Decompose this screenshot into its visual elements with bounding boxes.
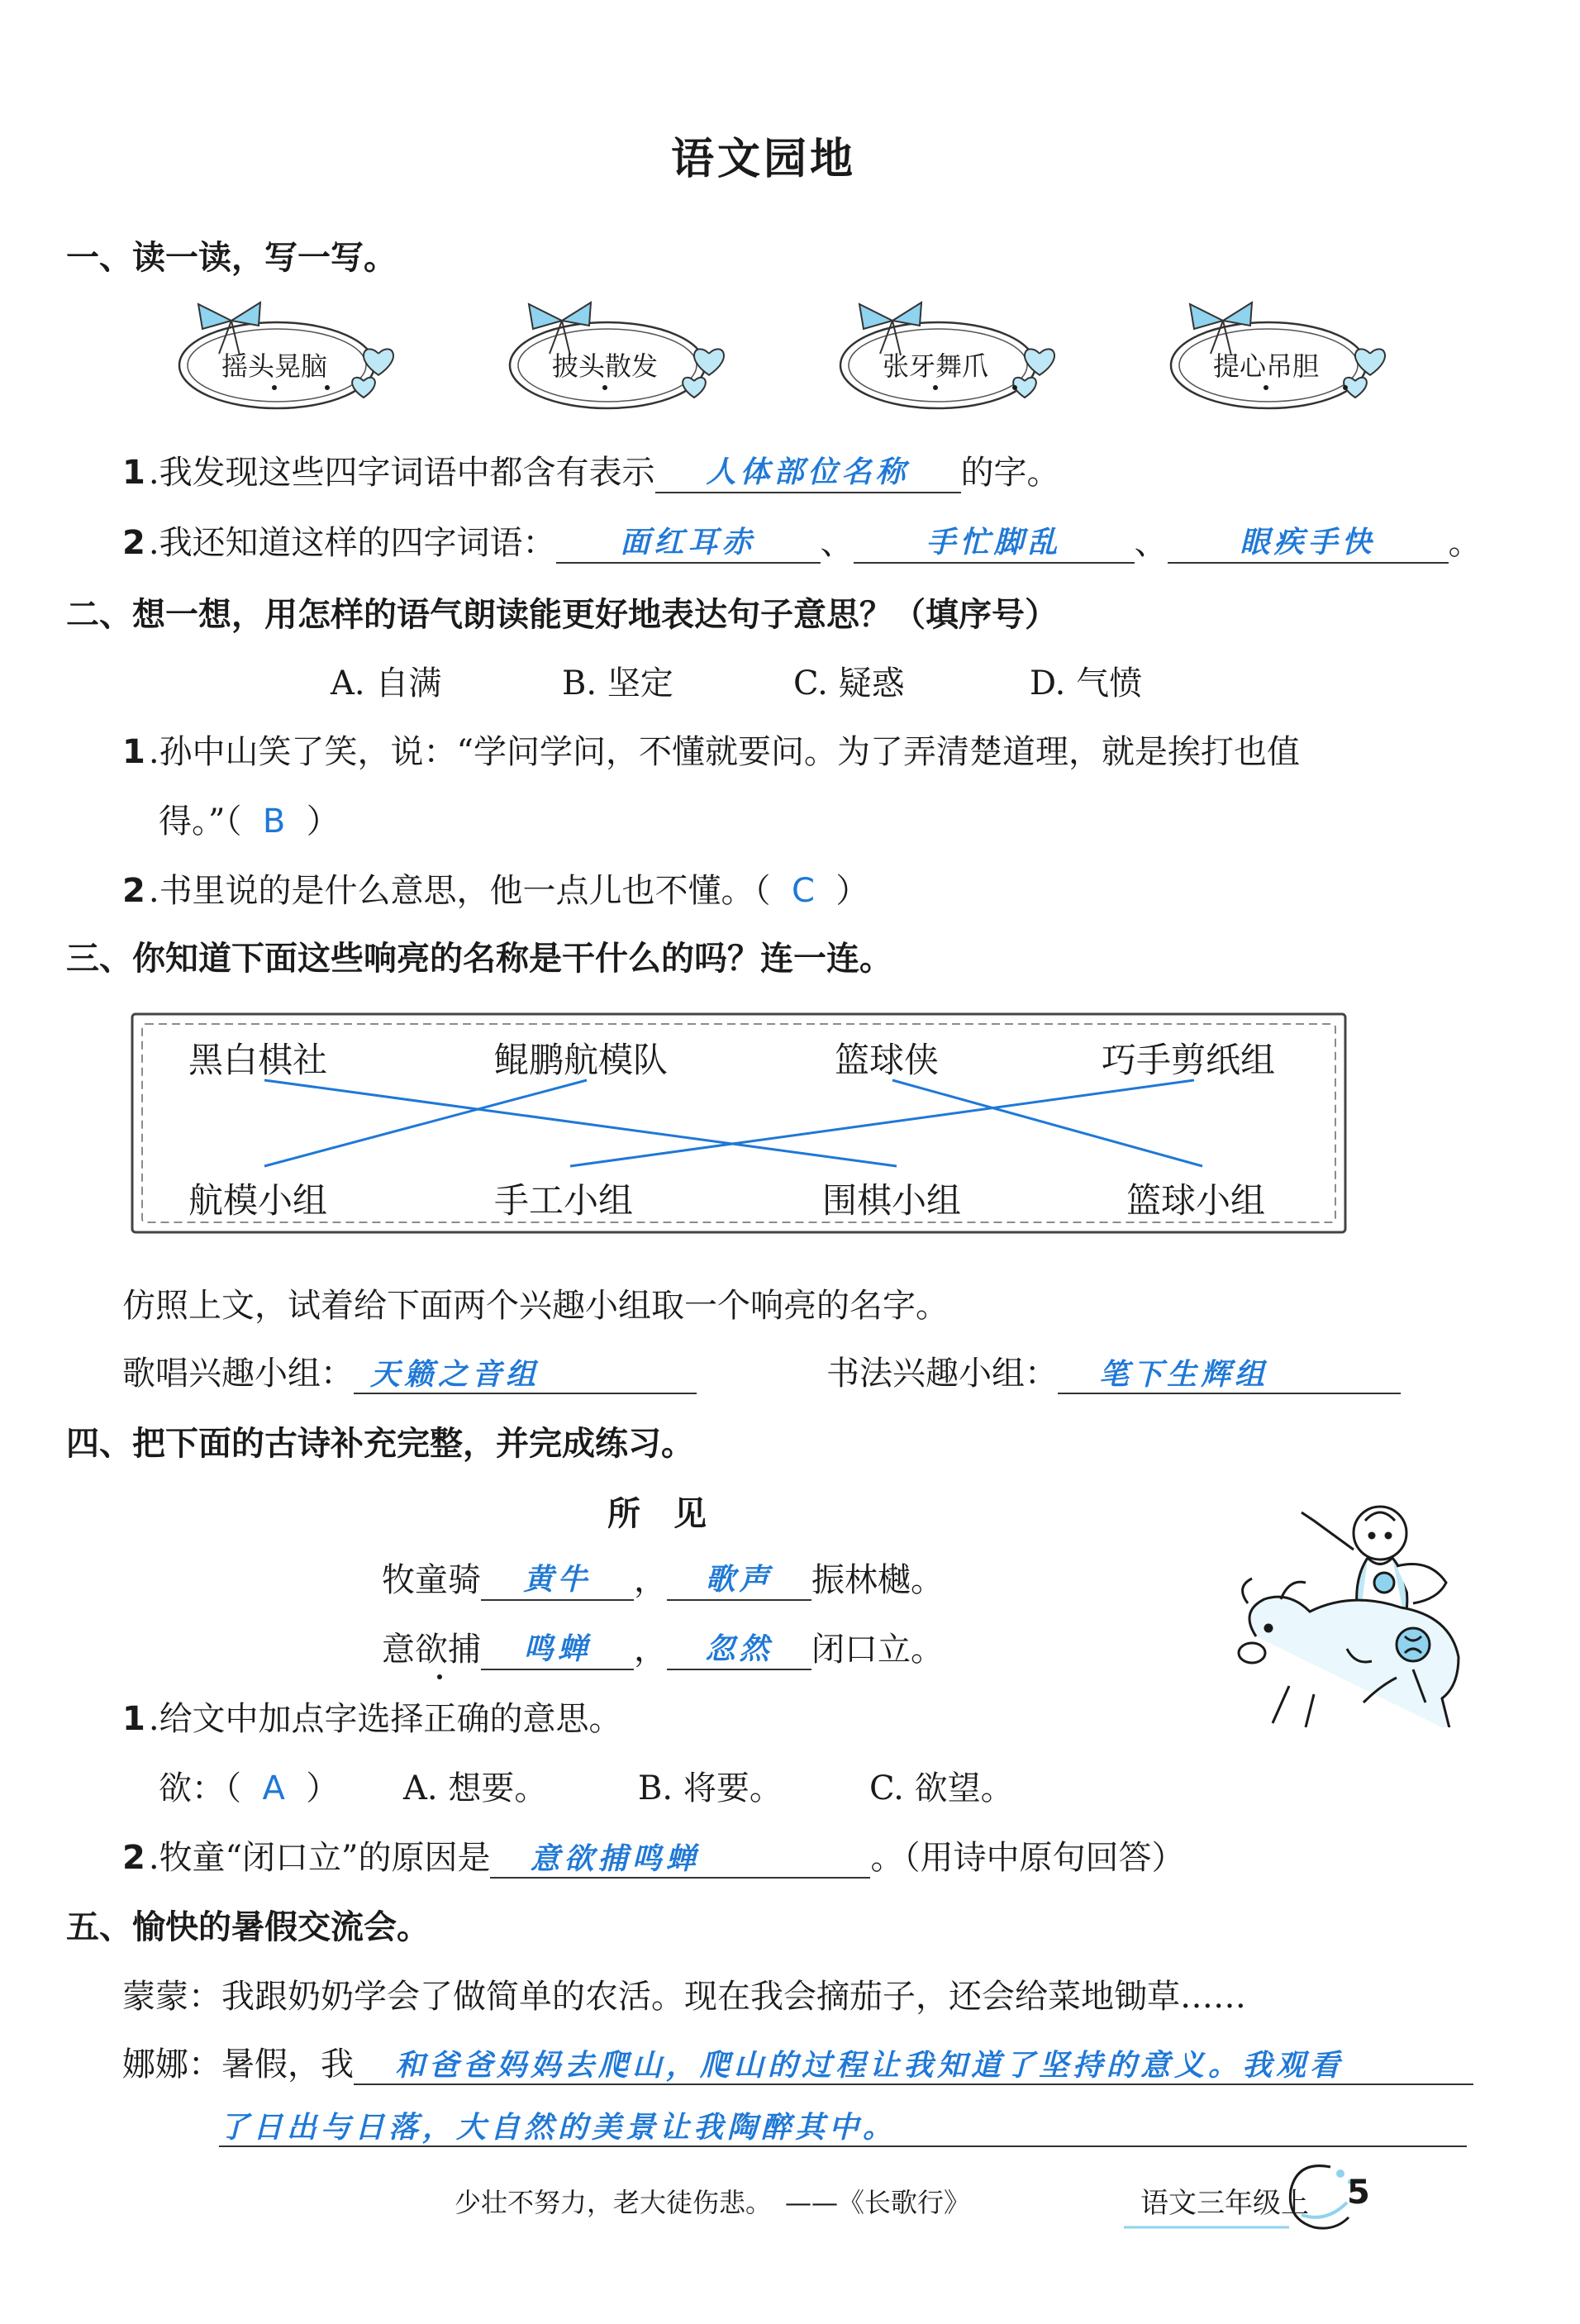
bottom-item-2: 手工小组 [494,1180,634,1221]
top-item-4: 巧手剪纸组 [1102,1040,1276,1080]
poem-title: 所 见 [607,1494,707,1533]
match-line [570,1080,1194,1166]
answer-s4-q2: 意欲捕鸣蝉 [530,1842,700,1876]
s2-q1-line2: 得。”（ B ） [159,802,340,841]
answer-poem-2b: 忽然 [705,1632,773,1666]
top-item-3: 篮球侠 [835,1040,940,1080]
answer-calligraphy: 笔下生辉组 [1099,1358,1269,1392]
s5-mengmeng: 蒙蒙：我跟奶奶学会了做简单的农活。现在我会摘茄子，还会给菜地锄草…… [122,1978,1246,2016]
idiom-2: 披头散发 [552,350,659,382]
s5-nana-cont [219,2106,1467,2147]
idiom-1: 摇头晃脑 [221,350,328,382]
match-line [264,1080,897,1166]
s3-instruction: 仿照上文，试着给下面两个兴趣小组取一个响亮的名字。 [122,1287,949,1325]
s4-q1: 1 .给文中加点字选择正确的意思。 [122,1700,622,1738]
answer-s1-q2-a: 面红耳赤 [620,526,756,560]
s4-q2: 2 .牧童“闭口立”的原因是 意欲捕鸣蝉 。（用诗中原句回答） [122,1839,1185,1877]
section-5-heading: 五、愉快的暑假交流会。 [66,1908,430,1946]
s1-q1: 1 .我发现这些四字词语中都含有表示 人体部位名称 的字。 [122,446,1060,493]
emphasis-dot [933,385,938,390]
top-item-1: 黑白棋社 [188,1040,328,1080]
s2-option-d: D. 气愤 [1030,664,1143,702]
answer-nana-1: 和爸爸妈妈去爬山，爬山的过程让我知道了坚持的意义。我观看 [395,2049,1344,2083]
s4-q1-options: 欲：（ A ） [159,1769,340,1807]
section-2-heading: 二、想一想，用怎样的语气朗读能更好地表达句子意思？（填序号） [66,596,1058,634]
emphasis-dot [1264,385,1268,390]
section-1-heading: 一、读一读，写一写。 [66,239,397,277]
answer-nana-2: 了日出与日落，大自然的美景让我陶醉其中。 [219,2111,897,2145]
answer-s1-q1: 人体部位名称 [706,455,910,489]
emphasis-dot [272,385,277,390]
bottom-item-4: 篮球小组 [1126,1180,1266,1221]
section-3-heading: 三、你知道下面这些响亮的名称是干什么的吗？连一连。 [66,940,892,978]
idiom-3: 张牙舞爪 [883,350,989,382]
emphasis-dot [1343,385,1348,390]
s1-q2: 2 .我还知道这样的四字词语： 面红耳赤 、 手忙脚乱 、 眼疾手快 。 [122,517,1482,564]
answer-s2-q2: C [792,872,815,910]
answer-poem-2a: 鸣蝉 [523,1632,592,1666]
s5-nana: 娜娜：暑假，我 和爸爸妈妈去爬山，爬山的过程让我知道了坚持的意义。我观看 [122,2038,1473,2085]
page-number: 5 [1347,2174,1370,2212]
s2-option-b: B. 坚定 [562,664,673,702]
answer-singing: 天籁之音组 [370,1358,540,1392]
answer-s1-q2-b: 手忙脚乱 [926,526,1062,560]
match-line [264,1080,587,1166]
s3-calligraphy: 书法兴趣小组： 笔下生辉组 [826,1347,1401,1394]
s4-q1-option-b: B. 将要。 [638,1769,783,1807]
poem-line-2: 意欲捕 鸣蝉 ， 忽然 闭口立。 [382,1623,944,1670]
match-line [892,1080,1202,1166]
answer-s1-q2-c: 眼疾手快 [1240,526,1376,560]
answer-s2-q1: B [262,802,286,841]
s4-q1-option-a: A. 想要。 [403,1769,548,1807]
idiom-4: 提心吊胆 [1213,350,1320,382]
s2-option-c: C. 疑惑 [793,664,905,702]
emphasis-dot [325,385,330,390]
emphasis-dot [437,1674,442,1679]
footer-book-title: 语文三年级上 [1140,2187,1309,2220]
s2-q2: 2 .书里说的是什么意思，他一点儿也不懂。（ C ） [122,872,869,910]
answer-poem-1b: 歌声 [705,1563,773,1597]
s4-q1-option-c: C. 欲望。 [869,1769,1014,1807]
footer-decoration [1124,2149,1355,2231]
bottom-item-3: 围棋小组 [822,1180,962,1221]
answer-s4-q1: A [262,1769,285,1807]
emphasis-dot [1012,385,1017,390]
bottom-item-1: 航模小组 [188,1180,328,1221]
top-item-2: 鲲鹏航模队 [494,1040,669,1080]
section-4-heading: 四、把下面的古诗补充完整，并完成练习。 [66,1425,694,1463]
footer-quote: 少壮不努力，老大徒伤悲。 ——《长歌行》 [454,2187,971,2218]
cowherd-illustration [1223,1488,1487,1727]
s3-singing: 歌唱兴趣小组： 天籁之音组 [122,1347,697,1394]
emphasis-dot [602,385,607,390]
s2-option-a: A. 自满 [331,664,442,702]
poem-line-1: 牧童骑 黄牛 ， 歌声 振林樾。 [382,1554,944,1601]
answer-poem-1a: 黄牛 [523,1563,592,1597]
page-title: 语文园地 [671,135,857,184]
s2-q1-line1: 1 .孙中山笑了笑，说：“学问学问，不懂就要问。为了弄清楚道理，就是挨打也值 [122,733,1301,771]
